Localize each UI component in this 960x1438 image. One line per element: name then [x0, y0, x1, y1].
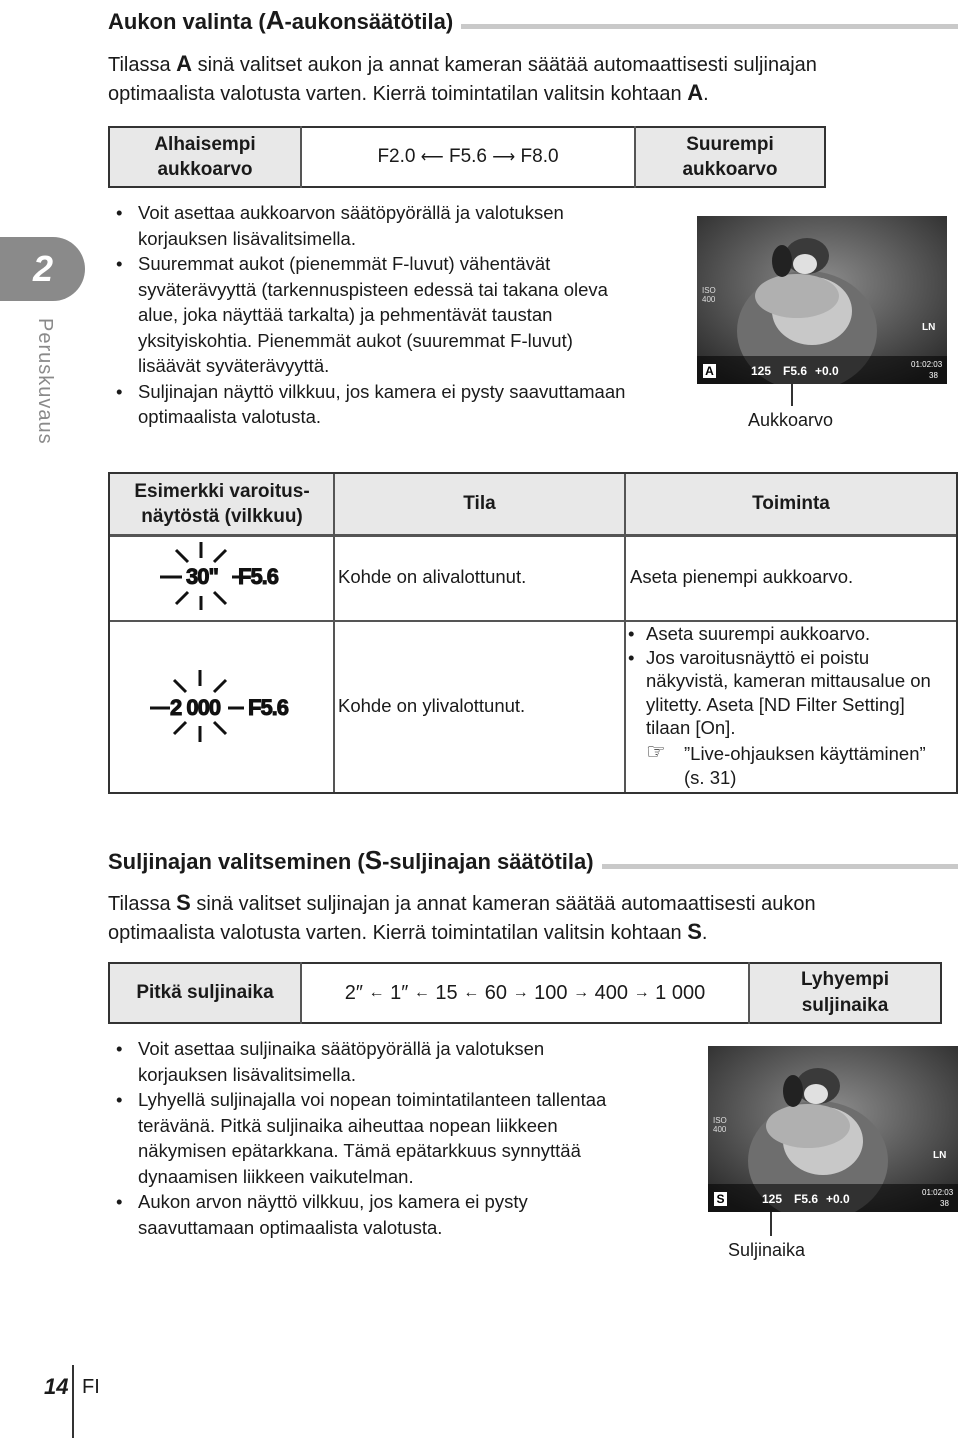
section1-bullets — [110, 200, 630, 430]
chapter-label-wrap — [22, 318, 62, 468]
arrow-left-icon: ← — [463, 984, 480, 1001]
shutter-values: 2″ ← 1″ ← 15 ← 60 → 100 → 400 → 1 000 — [344, 981, 706, 1004]
warning-shutter: 30" — [186, 564, 218, 589]
list-item: • Voit asettaa suljinaika säätöpyörällä ja valotuksen korjauksen lisävalitsimella. — [110, 1036, 630, 1087]
arrow-right-icon: ⟶ — [492, 149, 516, 166]
quality-indicator: LN — [933, 1150, 947, 1161]
section1-title: Aukon valinta (A-aukonsäätötila) — [108, 5, 461, 36]
page-number: 14 — [44, 1374, 69, 1399]
warning-aperture: F5.6 — [238, 564, 279, 589]
camera-display-image — [708, 1046, 958, 1212]
warning-shutter: 2 000 — [170, 695, 221, 720]
table-rule — [110, 534, 956, 537]
callout-line — [770, 1212, 772, 1236]
aperture-high-label: Suurempi aukkoarvo — [636, 128, 824, 186]
blink-rays-icon — [150, 540, 310, 616]
section2-title: Suljinajan valitseminen (S-suljinajan säätötila) — [108, 845, 602, 876]
arrow-left-icon: ← — [368, 984, 385, 1001]
callout-line — [791, 384, 793, 406]
chapter-number: 2 — [33, 248, 54, 289]
table-cell-action: Aseta pienempi aukkoarvo. — [630, 566, 854, 587]
shutter-long-label: Pitkä suljinaika — [110, 964, 300, 1022]
table-cell-state: Kohde on ylivalottunut. — [338, 695, 526, 716]
table-cell-state: Kohde on alivalottunut. — [338, 566, 527, 587]
list-item: • Aseta suurempi aukkoarvo. — [622, 622, 952, 646]
table-header-cell: Toiminta — [752, 493, 830, 514]
section1-intro: Tilassa A sinä valitset aukon ja annat kameran säätää automaattisesti suljinajan optimaalista valotusta varten. Kierrä toimintatilan valitsin kohtaan A. — [108, 51, 817, 105]
list-item: • Jos varoitusnäyttö ei poistu näkyvistä, kameran mittausalue on ylitetty. Aseta [ND Filter Setting] tilaan [On]. — [622, 646, 952, 740]
photo-illustration — [697, 216, 947, 384]
chapter-label: Peruskuvaus — [34, 318, 56, 445]
table-header-cell: Tila — [463, 493, 496, 514]
page-reference — [646, 739, 946, 790]
shutter-value: 125 — [762, 1192, 783, 1206]
record-time: 01:02:03 — [922, 1188, 954, 1197]
list-item: • Suuremmat aukot (pienemmät F-luvut) vähentävät syväterävyyttä (tarkennuspisteen edessä tai takana oleva alue, joka näyttää tarkalta) ja pehmentävät taustan yksityiskohtia. Pienemmät aukot (suuremmat F-luvut) lisäävät syväterävyyttä. — [110, 251, 630, 379]
arrow-right-icon: → — [512, 984, 529, 1001]
warning-display-blinking — [148, 668, 318, 748]
arrow-right-icon: → — [633, 984, 650, 1001]
aperture-value: F5.6 — [783, 364, 808, 378]
exposure-value: +0.0 — [815, 364, 839, 378]
arrow-left-icon: ⟵ — [420, 149, 444, 166]
reference-text: ”Live-ohjauksen käyttäminen” (s. 31) — [684, 743, 926, 788]
aperture-low-label: Alhaisempi aukkoarvo — [110, 128, 300, 186]
camera-display-image — [697, 216, 947, 384]
arrow-right-icon: → — [573, 984, 590, 1001]
shot-count: 38 — [940, 1199, 949, 1208]
section2-bullets — [110, 1036, 630, 1240]
section2-intro: Tilassa S sinä valitset suljinajan ja annat kameran säätää automaattisesti aukon optimaalista valotusta varten. Kierrä toimintatilan valitsin kohtaan S. — [108, 890, 816, 944]
photo-caption: Aukkoarvo — [748, 410, 834, 430]
quality-indicator: LN — [922, 322, 936, 333]
iso-indicator: ISO 400 — [702, 286, 716, 304]
shutter-value: 125 — [751, 364, 772, 378]
table-header-cell: Esimerkki varoitus-näytöstä (vilkkuu) — [134, 481, 310, 527]
warning-aperture: F5.6 — [248, 695, 289, 720]
list-item: • Aukon arvon näyttö vilkkuu, jos kamera ei pysty saavuttamaan optimaalista valotusta. — [110, 1189, 630, 1240]
record-time: 01:02:03 — [911, 360, 943, 369]
photo-illustration — [708, 1046, 958, 1212]
table-cell-action-list — [622, 622, 952, 740]
exposure-value: +0.0 — [826, 1192, 850, 1206]
aperture-values: F2.0 ⟵ F5.6 ⟶ F8.0 — [377, 146, 559, 167]
mode-indicator: S — [714, 1192, 727, 1206]
mode-indicator: A — [703, 364, 716, 378]
list-item: • Suljinajan näyttö vilkkuu, jos kamera ei pysty saavuttamaan optimaalista valotusta. — [110, 379, 630, 430]
list-item: • Voit asettaa aukkoarvon säätöpyörällä ja valotuksen korjauksen lisävalitsimella. — [110, 200, 630, 251]
iso-indicator: ISO 400 — [713, 1116, 727, 1134]
aperture-value: F5.6 — [794, 1192, 819, 1206]
warning-display-blinking — [150, 540, 310, 616]
arrow-left-icon: ← — [413, 984, 430, 1001]
pointing-hand-icon: ☞ — [646, 739, 666, 764]
photo-caption: Suljinaika — [728, 1240, 806, 1260]
shot-count: 38 — [929, 371, 938, 380]
shutter-short-label: Lyhyempi suljinaika — [750, 964, 940, 1022]
footer-rule — [72, 1365, 74, 1438]
list-item: • Lyhyellä suljinajalla voi nopean toimintatilanteen tallentaa terävänä. Pitkä suljinaika aiheuttaa nopean liikkeen näkymisen epätarkkana. Tämä epätarkkuus synnyttää dynaamisen liikkeen vaikutelman. — [110, 1087, 630, 1189]
language-code: FI — [82, 1376, 100, 1398]
